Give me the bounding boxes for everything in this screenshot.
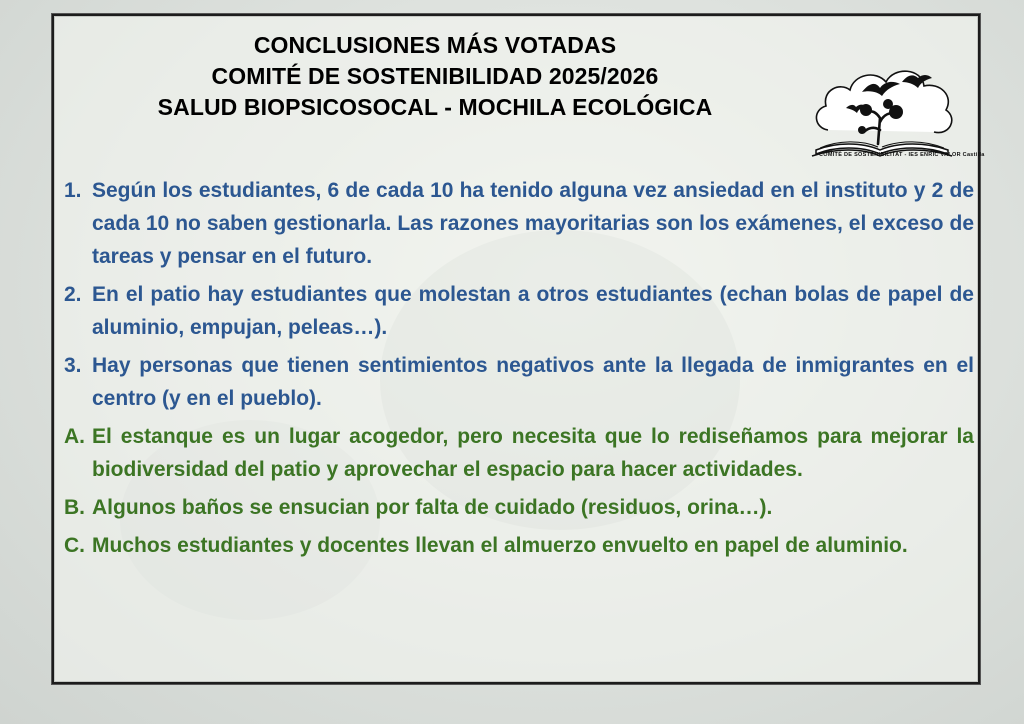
title-line-2: COMITÉ DE SOSTENIBILIDAD 2025/2026 <box>211 63 659 89</box>
item-text: En el patio hay estudiantes que molestan a otros estudiantes (echan bolas de papel de aluminio, empujan, peleas…). <box>92 283 974 339</box>
book-tree-birds-logo-icon <box>806 52 985 164</box>
conclusions-list <box>64 174 974 567</box>
item-marker: B. <box>64 496 85 519</box>
title-line-1: CONCLUSIONES MÁS VOTADAS <box>253 32 617 58</box>
list-item <box>64 491 974 524</box>
item-marker: C. <box>64 534 85 557</box>
list-item <box>64 174 974 273</box>
item-text: Algunos baños se ensucian por falta de cuidado (residuos, orina…). <box>92 496 773 519</box>
list-item <box>64 420 974 486</box>
item-marker: 1. <box>64 179 82 202</box>
logo-caption: COMITÈ DE SOSTENIBILITAT - IES ENRIC VALOR Castilla <box>819 152 985 158</box>
item-text: Hay personas que tienen sentimientos negativos ante la llegada de inmigrantes en el centro (y en el pueblo). <box>92 354 974 410</box>
item-text: Muchos estudiantes y docentes llevan el almuerzo envuelto en papel de aluminio. <box>92 534 908 557</box>
title-line-3: SALUD BIOPSICOSOCAL - MOCHILA ECOLÓGICA <box>157 94 713 120</box>
list-item <box>64 529 974 562</box>
item-text: El estanque es un lugar acogedor, pero necesita que lo rediseñamos para mejorar la biodiversidad del patio y aprovechar el espacio para hacer actividades. <box>92 425 974 481</box>
page-title <box>54 30 816 123</box>
item-text: Según los estudiantes, 6 de cada 10 ha tenido alguna vez ansiedad en el instituto y 2 de cada 10 no saben gestionarla. Las razones mayoritarias son los exámenes, el exceso de tareas y pensar en el futuro. <box>92 179 974 268</box>
item-marker: A. <box>64 425 85 448</box>
conclusions-panel <box>52 14 985 684</box>
item-marker: 3. <box>64 354 82 377</box>
list-item <box>64 278 974 344</box>
item-marker: 2. <box>64 283 82 306</box>
list-item <box>64 349 974 415</box>
